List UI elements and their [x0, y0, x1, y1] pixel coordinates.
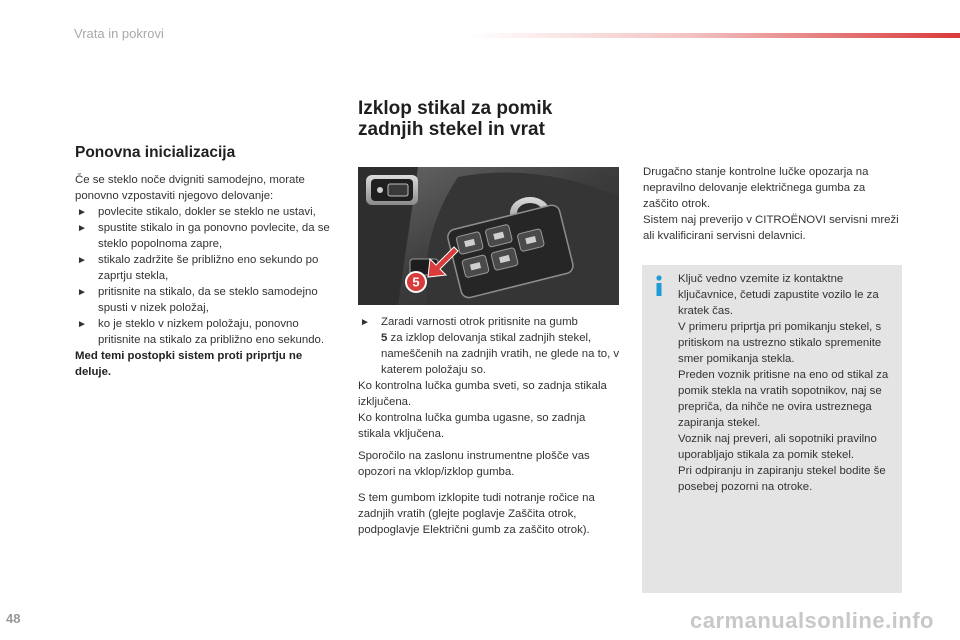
intro-text: Če se steklo noče dvigniti samodejno, morate ponovno vzpostaviti njegovo delovanje:: [75, 174, 305, 202]
callout-5-label: 5: [412, 274, 420, 290]
bullet-marker-icon: ►: [360, 317, 370, 328]
list-item: ► pritisnite na stikalo, da se steklo samodejno spusti v nizek položaj,: [77, 286, 318, 314]
page-number: 48: [6, 611, 21, 626]
bullet-marker-icon: ►: [77, 287, 87, 298]
lamp-off-text: Ko kontrolna lučka gumba ugasne, so zadnja stikala vključena.: [358, 412, 586, 440]
door-switch-panel-photo: [358, 167, 619, 305]
info-icon: [653, 275, 665, 297]
list-item: ► ko je steklo v nizkem položaju, ponovno pritisnite na stikalo za približno eno sekundo.: [77, 318, 325, 346]
bullet-marker-icon: ►: [77, 223, 87, 234]
bullet-marker-icon: ►: [77, 255, 87, 266]
bullet-marker-icon: ►: [77, 319, 87, 330]
list-item: ► stikalo zadržite še približno eno sekundo po zaprtju stekla,: [77, 254, 319, 282]
reinitialization-section: [75, 144, 337, 380]
child-lock-section: [358, 314, 620, 538]
bullet-marker-icon: ►: [77, 207, 87, 218]
page-title: Izklop stikal za pomik zadnjih stekel in vrat: [358, 98, 553, 140]
list-item: ► povlecite stikalo, dokler se steklo ne ustavi,: [75, 204, 337, 220]
steps-list: [75, 204, 337, 348]
child-lock-list: [358, 314, 620, 378]
watermark: carmanualsonline.info: [690, 608, 934, 633]
list-item: ► Zaradi varnosti otrok pritisnite na gumb 5 za izklop delovanja stikal zadnjih stekel, nameščenih na zadnjih vratih, ne glede na to, v katerem položaju so.: [360, 316, 620, 376]
malfunction-note: Drugačno stanje kontrolne lučke opozarja na nepravilno delovanje električnega gumba za zaščito otrok. Sistem naj preverijo v CITROËNOVI servisni mreži ali kvalificirani servisni delavnici.: [643, 166, 899, 242]
section-title: Ponovna inicializacija: [75, 144, 236, 161]
info-text: Ključ vedno vzemite iz kontaktne ključavnice, četudi zapustite vozilo le za kratek čas. V primeru priprtja pri pomikanju stekel, s pritiskom na ustrezno stikalo spremenite smer pomikanja stekla. Preden voznik pritisne na eno od stikal za pomik stekla na vratih sopotnikov, naj se prepriča, da nihče ne ovira ustreznega zapiranja stekel. Voznik naj preveri, ali sopotniki pravilno uporabljajo stikala za pomik stekel. Pri odpiranju in zapiranju stekel bodite še posebej pozorni na otroke.: [678, 273, 889, 493]
display-message-text: Sporočilo na zaslonu instrumentne plošče vas opozori na vklop/izklop gumba.: [358, 450, 590, 478]
rear-handles-text: S tem gumbom izklopite tudi notranje ročice na zadnjih vratih (glejte poglavje Zaščita otrok, podpoglavje Električni gumb za zaščito otrok).: [358, 492, 595, 536]
lamp-on-text: Ko kontrolna lučka gumba sveti, so zadnja stikala izključena.: [358, 380, 607, 408]
header-accent-bar: [470, 33, 960, 38]
list-item: ► spustite stikalo in ga ponovno povlecite, da se steklo popolnoma zapre,: [77, 222, 330, 250]
warning-note: Med temi postopki sistem proti priprtju ne deluje.: [75, 350, 303, 378]
running-header: Vrata in pokrovi: [74, 26, 164, 41]
